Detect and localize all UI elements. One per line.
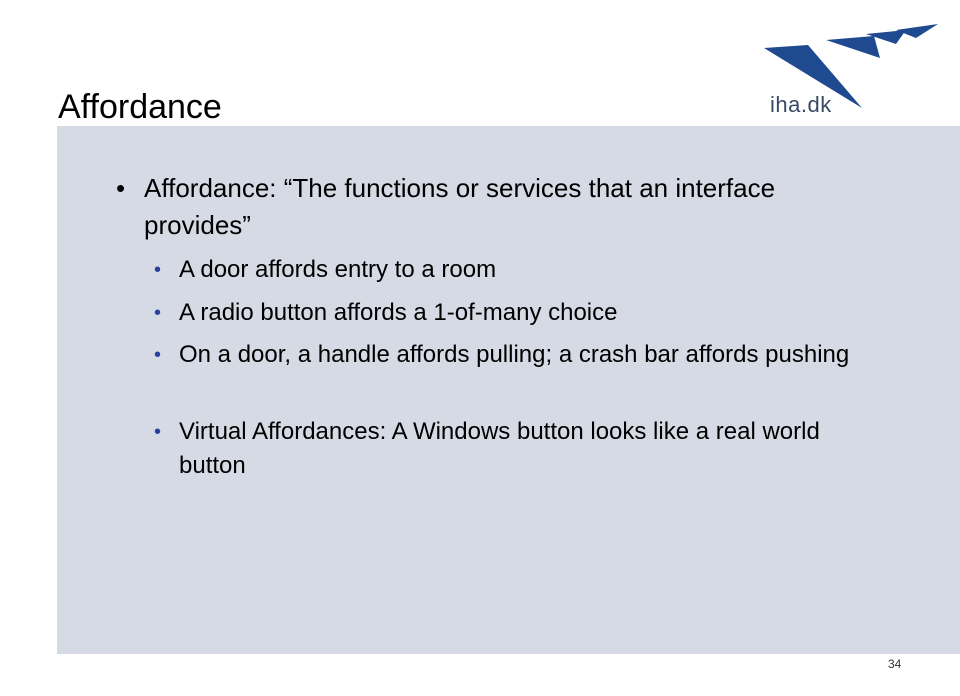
sub-bullet: [154, 338, 854, 372]
logo-stripe-4: [896, 24, 938, 38]
slide-title: Affordance: [58, 88, 222, 126]
sub-bullet: [154, 253, 854, 287]
main-bullet-text: Affordance: “The functions or services that an interface provides”: [144, 173, 776, 240]
sub-bullet: [154, 415, 854, 483]
sub-bullet-marker: •: [154, 259, 162, 281]
sub-bullet-text: On a door, a handle affords pulling; a crash bar affords pushing: [179, 341, 850, 368]
sub-bullet-text: A radio button affords a 1-of-many choice: [179, 299, 618, 326]
bullet-marker: •: [116, 173, 126, 203]
main-bullet: [116, 170, 816, 244]
sub-bullet-text: A door affords entry to a room: [179, 256, 497, 283]
sub-bullet-text: Virtual Affordances: A Windows button looks like a real world button: [179, 418, 820, 479]
logo-stripe-2: [826, 36, 880, 58]
logo-text: iha.dk: [770, 92, 832, 117]
sub-bullet-marker: •: [154, 421, 162, 443]
sub-bullet: [154, 296, 854, 330]
sub-bullet-marker: •: [154, 302, 162, 324]
page-number: 34: [888, 657, 902, 671]
sub-bullet-marker: •: [154, 344, 162, 366]
